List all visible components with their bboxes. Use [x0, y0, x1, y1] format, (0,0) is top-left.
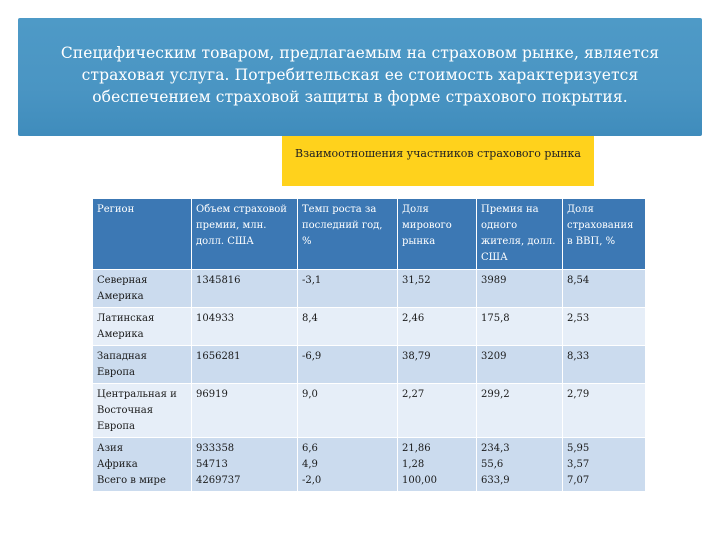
cell-gdp-share: 8,54 — [563, 270, 646, 308]
cell-growth-rate: 6,6 4,9 -2,0 — [298, 438, 398, 492]
cell-premium-volume: 1656281 — [192, 346, 298, 384]
cell-market-share: 2,46 — [398, 308, 477, 346]
slide-title: Специфическим товаром, предлагаемым на страховом рынке, является страховая услуга. Потребительская ее стоимость характеризуется обеспечением страховой защиты в форме страхового покрытия. — [60, 44, 660, 106]
cell-gdp-share: 5,95 3,57 7,07 — [563, 438, 646, 492]
cell-region: Центральная и Восточная Европа — [93, 384, 192, 438]
cell-premium-per-capita: 234,3 55,6 633,9 — [477, 438, 563, 492]
table-row — [93, 270, 646, 308]
cell-gdp-share: 2,53 — [563, 308, 646, 346]
cell-premium-volume: 1345816 — [192, 270, 298, 308]
subtitle-box — [282, 136, 594, 186]
table-row — [93, 438, 646, 492]
header-market-share: Доля мирового рынка — [398, 199, 477, 270]
header-premium-volume: Объем страховой премии, млн. долл. США — [192, 199, 298, 270]
cell-region: Азия Африка Всего в мире — [93, 438, 192, 492]
table-row — [93, 346, 646, 384]
cell-market-share: 21,86 1,28 100,00 — [398, 438, 477, 492]
cell-premium-per-capita: 175,8 — [477, 308, 563, 346]
cell-market-share: 2,27 — [398, 384, 477, 438]
table-header-row — [93, 199, 646, 270]
insurance-market-table — [92, 198, 646, 492]
cell-growth-rate: 8,4 — [298, 308, 398, 346]
subtitle-text: Взаимоотношения участников страхового рынка — [295, 147, 581, 160]
header-growth-rate: Темп роста за последний год, % — [298, 199, 398, 270]
cell-growth-rate: -6,9 — [298, 346, 398, 384]
cell-region: Западная Европа — [93, 346, 192, 384]
header-gdp-share: Доля страхования в ВВП, % — [563, 199, 646, 270]
cell-premium-volume: 96919 — [192, 384, 298, 438]
table-row — [93, 384, 646, 438]
cell-premium-volume: 104933 — [192, 308, 298, 346]
header-region: Регион — [93, 199, 192, 270]
cell-region: Северная Америка — [93, 270, 192, 308]
cell-premium-per-capita: 299,2 — [477, 384, 563, 438]
cell-region: Латинская Америка — [93, 308, 192, 346]
slide-header — [18, 18, 702, 136]
cell-premium-per-capita: 3989 — [477, 270, 563, 308]
cell-market-share: 38,79 — [398, 346, 477, 384]
cell-premium-per-capita: 3209 — [477, 346, 563, 384]
cell-market-share: 31,52 — [398, 270, 477, 308]
cell-gdp-share: 2,79 — [563, 384, 646, 438]
cell-growth-rate: 9,0 — [298, 384, 398, 438]
cell-growth-rate: -3,1 — [298, 270, 398, 308]
cell-premium-volume: 933358 54713 4269737 — [192, 438, 298, 492]
cell-gdp-share: 8,33 — [563, 346, 646, 384]
header-premium-per-capita: Премия на одного жителя, долл. США — [477, 199, 563, 270]
table-row — [93, 308, 646, 346]
